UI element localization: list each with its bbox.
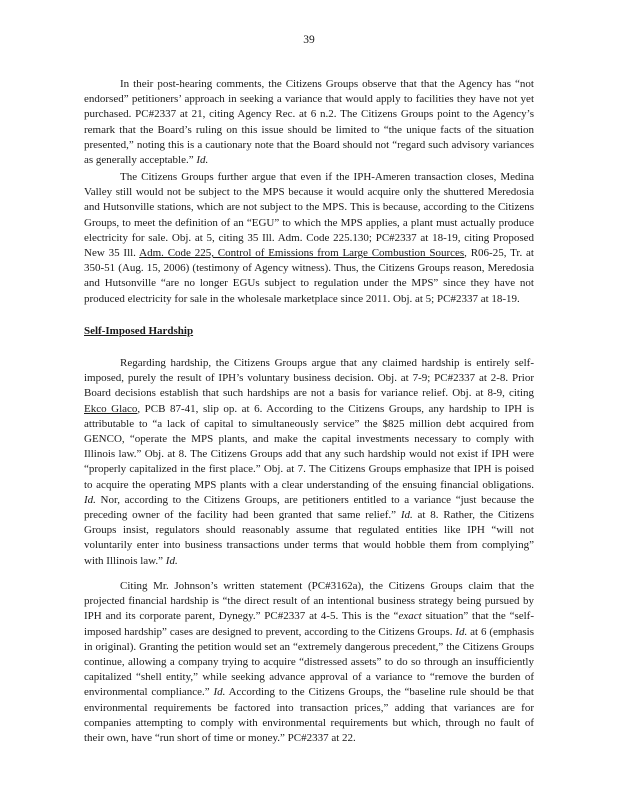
text-run: , R06-25, Tr. at 350-51 (Aug. 15, 2006) (testimony of Agency witness). Thus, the Citizens Groups reason, Meredosia and Hutsonville “are no longer EGUs subject to regulation under the MPS” since they have not produced electricity for sale in the wholesale marketplace since 2011. Obj. at 5; PC#2337 at 18-19. <box>84 247 534 305</box>
text-run: Regarding hardship, the Citizens Groups argue that any claimed hardship is entirely self-imposed, purely the result of IPH’s voluntary business decision. Obj. at 7-9; PC#2337 at 2-8. Prior Board decisions establish that such hardships are not a basis for variance relief. Obj. at 8-9, citing <box>84 357 534 400</box>
text-run: at 6 (emphasis in original). Granting the petition would set an “extremely dangerous precedent,” the Citizens Groups continue, allowing a company trying to acquire “distressed assets” to do so through an insufficiently capitalized “shell entity,” while seeking advance approval of a variance to “remove the burden of environmental compliance.” <box>84 625 534 699</box>
paragraph-1 <box>84 77 534 168</box>
text-run: exact <box>398 610 422 623</box>
text-run: Id. <box>196 154 209 167</box>
text-run: The Citizens Groups further argue that even if the IPH-Ameren transaction closes, Medina Valley still would not be subject to the MPS because it would acquire only the shuttered Meredosia and Hutsonville stations, which are not subject to the MPS. This is because, according to the Citizens Groups, to meet the definition of an “EGU” to which the MPS applies, a plant must actually produce electricity for sale. Obj. at 5, citing 35 Ill. Adm. Code 225.130; PC#2337 at 18-19, citing Proposed New 35 Ill. <box>84 171 534 260</box>
paragraph-3 <box>84 356 534 569</box>
text-run: Nor, according to the Citizens Groups, are petitioners entitled to a variance “just because the preceding owner of the facility had been granted that same relief.” <box>84 493 534 522</box>
paragraph-2 <box>84 170 534 307</box>
paragraph-4 <box>84 579 534 746</box>
text-run: Id. <box>165 554 178 567</box>
text-run: In their post-hearing comments, the Citizens Groups observe that that the Agency has “not endorsed” petitioners’ approach in seeking a variance that would apply to facilities they have not yet purchased. PC#2337 at 21, citing Agency Rec. at 6 n.2. The Citizens Groups point to the Agency’s remark that the Board’s ruling on this issue should be limited to “the unique facts of the situation presented,” noting this is a cautionary note that the Board should not “regard such advisory variances as generally acceptable.” <box>84 78 534 167</box>
page-number: 39 <box>303 34 315 46</box>
text-run: situation” that the “self-imposed hardship” cases are designed to prevent, according to the Citizens Groups. <box>84 610 534 638</box>
text-run: Id. <box>455 625 468 638</box>
text-run: at 8. Rather, the Citizens Groups insist, regulators should reasonably assume that regulated entities like IPH “will not voluntarily enter into business transactions under terms that would hobble them from complying” with Illinois law.” <box>84 509 535 567</box>
text-run: Id. <box>84 493 96 506</box>
text-run: Adm. Code 225, Control of Emissions from Large Combustion Sources <box>139 247 465 260</box>
text-run: , PCB 87-41, slip op. at 6. According to the Citizens Groups, any hardship to IPH is attributable to “a lack of capital to simultaneously service” the $825 million debt acquired from GENCO, “operate the MPS plants, and make the capital investments necessary to comply with Illinois law.” Obj. at 8. The Citizens Groups add that any such hardship would not exist if IPH were “properly capitalized in the first place.” Obj. at 7. The Citizens Groups emphasize that IPH is poised to acquire the operating MPS plants with a clear understanding of the ensuing financial obligations. <box>84 402 534 491</box>
section-heading: Self-Imposed Hardship <box>84 325 194 337</box>
text-run: According to the Citizens Groups, the “baseline rule should be that environmental requirements be factored into transaction prices,” adding that variances are for companies attempting to comply with environmental requirements but which, through no fault of their own, have “run short of time or money.” PC#2337 at 22. <box>84 686 534 745</box>
text-run: Id. <box>213 686 226 699</box>
text-run: Citing Mr. Johnson’s written statement (PC#3162a), the Citizens Groups claim that the projected financial hardship is “the direct result of an intentional business strategy being pursued by IPH and its corporate parent, Dynegy.” PC#2337 at 4-5. This is the “ <box>84 580 534 623</box>
text-run: Ekco Glaco <box>84 402 138 415</box>
text-run: Id. <box>400 509 413 522</box>
